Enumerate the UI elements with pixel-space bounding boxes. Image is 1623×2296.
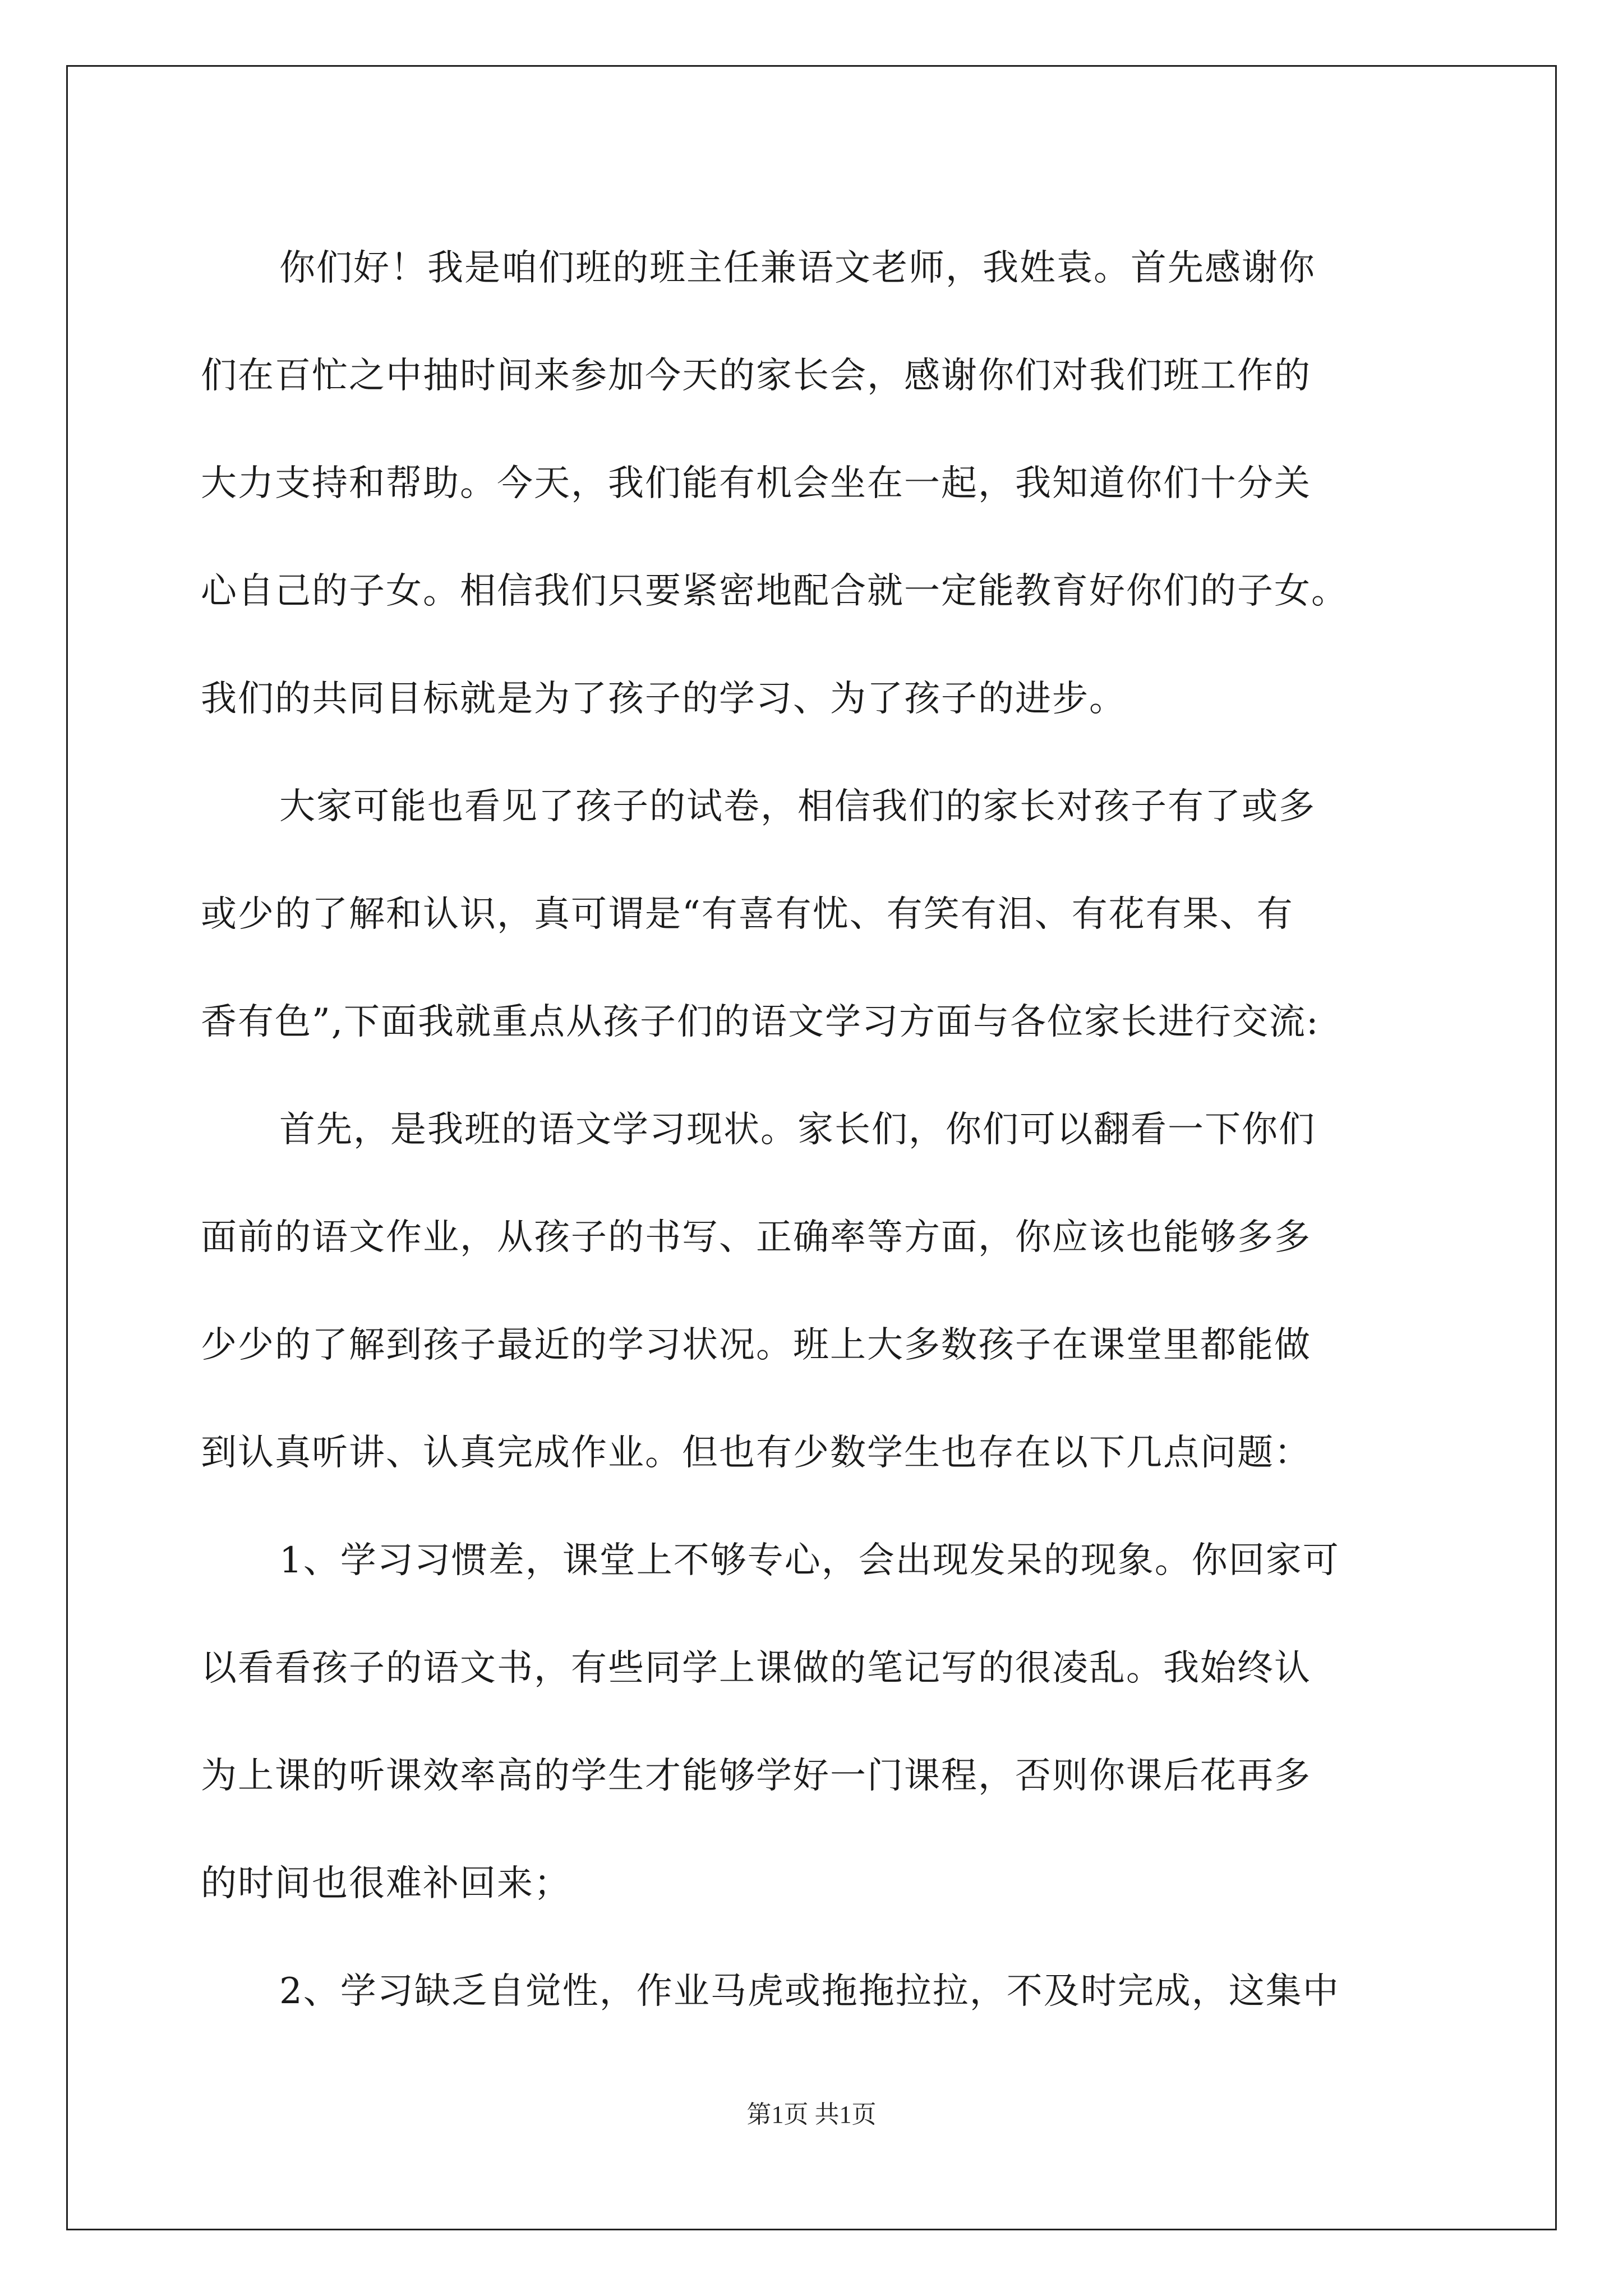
text-line: 首先，是我班的语文学习现状。家长们，你们可以翻看一下你们: [279, 1109, 1316, 1151]
text-line: 到认真听讲、认真完成作业。但也有少数学生也存在以下几点问题：: [201, 1432, 1311, 1474]
text-line: 以看看孩子的语文书，有些同学上课做的笔记写的很凌乱。我始终认: [201, 1648, 1311, 1689]
text-line: 我们的共同目标就是为了孩子的学习、为了孩子的进步。: [201, 678, 1126, 720]
text-line: 大家可能也看见了孩子的试卷，相信我们的家长对孩子有了或多: [279, 786, 1316, 827]
text-line: 1、学习习惯差，课堂上不够专心，会出现发呆的现象。你回家可: [279, 1540, 1340, 1581]
page-number: 第1页 共1页: [746, 2101, 877, 2128]
text-line: 们在百忙之中抽时间来参加今天的家长会，感谢你们对我们班工作的: [201, 355, 1311, 397]
document-body: [201, 214, 1435, 2045]
text-line: 心自己的子女。相信我们只要紧密地配合就一定能教育好你们的子女。: [201, 570, 1348, 612]
text-line: 香有色”,下面我就重点从孩子们的语文学习方面与各位家长进行交流:: [201, 1001, 1320, 1043]
text-line: 大力支持和帮助。今天，我们能有机会坐在一起，我知道你们十分关: [201, 463, 1311, 504]
text-line: 2、学习缺乏自觉性，作业马虎或拖拖拉拉，不及时完成，这集中: [279, 1971, 1340, 2012]
text-line: 你们好！我是咱们班的班主任兼语文老师，我姓袁。首先感谢你: [279, 247, 1316, 289]
text-line: 的时间也很难补回来；: [201, 1863, 571, 1904]
text-line: 为上课的听课效率高的学生才能够学好一门课程，否则你课后花再多: [201, 1755, 1311, 1797]
text-line: 少少的了解到孩子最近的学习状况。班上大多数孩子在课堂里都能做: [201, 1324, 1311, 1366]
text-line: 或少的了解和认识，真可谓是“有喜有忧、有笑有泪、有花有果、有: [201, 894, 1294, 935]
text-line: 面前的语文作业，从孩子的书写、正确率等方面，你应该也能够多多: [201, 1217, 1311, 1258]
